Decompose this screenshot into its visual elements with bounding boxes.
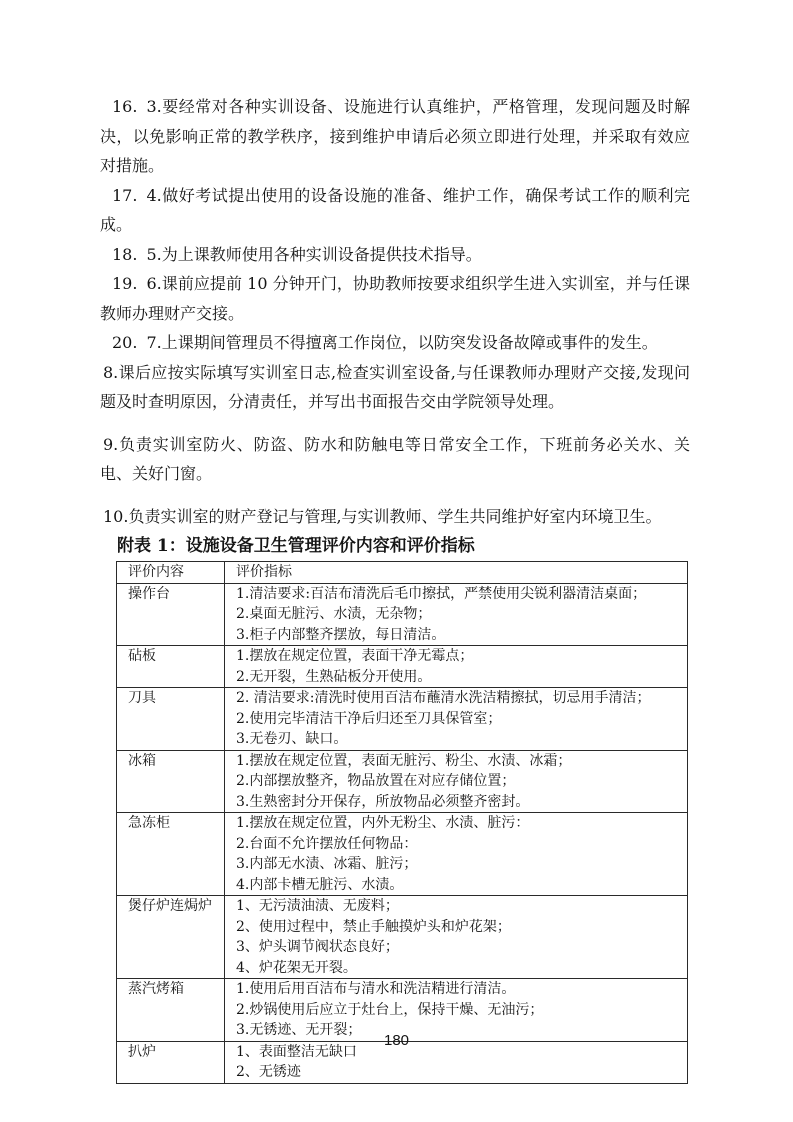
row-category-cell: 蒸汽烤箱 <box>117 979 225 1041</box>
indicator-line: 2.炒锅使用后应立于灶台上，保持干燥、无油污； <box>236 1001 544 1018</box>
indicator-line: 3.无锈迹、无开裂； <box>236 1022 362 1038</box>
paragraph-text: 10.负责实训室的财产登记与管理,与实训教师、学生共同维护好室内环境卫生。 <box>103 506 662 526</box>
paragraph <box>100 502 690 532</box>
indicator-line: 2.内部摆放整齐，物品放置在对应存储位置； <box>236 773 516 789</box>
indicator-line: 1.摆放在规定位置，表面无脏污、粉尘、水渍、冰霜； <box>236 752 572 769</box>
table-row <box>117 813 688 896</box>
table-row <box>117 896 688 979</box>
paragraph-text: 7.上课期间管理员不得擅离工作岗位，以防突发设备故障或事件的发生。 <box>146 333 658 352</box>
table-title: 附表 1：设施设备卫生管理评价内容和评价指标 <box>117 536 475 556</box>
row-category-cell: 刀具 <box>117 688 225 750</box>
row-indicator-cell <box>225 751 688 813</box>
indicator-line: 3.生熟密封分开保存，所放物品必须整齐密封。 <box>236 793 530 810</box>
paragraph <box>100 430 690 489</box>
table-row <box>117 646 688 688</box>
evaluation-table <box>116 561 688 1084</box>
paragraph-number: 16. <box>112 97 138 116</box>
indicator-line: 2、无锈迹 <box>236 1064 301 1080</box>
paragraph-text: 5.为上课教师使用各种实训设备提供技术指导。 <box>146 244 482 264</box>
indicator-line: 1.摆放在规定位置，表面干净无霉点； <box>236 648 474 664</box>
row-category-cell: 操作台 <box>117 584 225 646</box>
paragraph <box>100 269 690 328</box>
indicator-line: 1.摆放在规定位置，内外无粉尘、水渍、脏污： <box>236 815 530 831</box>
indicator-line: 2.使用完毕清洁干净后归还至刀具保管室； <box>236 710 502 727</box>
table-row <box>117 751 688 814</box>
paragraph-text: 6.课前应提前 10 分钟开门，协助教师按要求组织学生进入实训室，并与任课教师办理财产交接。 <box>100 274 690 323</box>
paragraph-text: 3.要经常对各种实训设备、设施进行认真维护，严格管理，发现问题及时解决，以免影响正常的教学秩序，接到维护申请后必须立即进行处理，并采取有效应对措施。 <box>100 97 690 175</box>
indicator-line: 3.内部无水渍、冰霜、脏污； <box>236 856 418 872</box>
row-category-cell: 急冻柜 <box>117 813 225 895</box>
paragraph <box>100 328 690 358</box>
indicator-line: 1、表面整洁无缺口 <box>236 1043 357 1060</box>
row-indicator-cell <box>225 896 688 978</box>
indicator-line: 2. 清洁要求:清洗时使用百洁布蘸清水洗洁精擦拭，切忌用手清洁； <box>236 690 651 706</box>
row-category-cell: 冰箱 <box>117 751 225 813</box>
indicator-line: 1.清洁要求:百洁布清洗后毛巾擦拭，严禁使用尖锐利器清洁桌面； <box>236 585 647 602</box>
table-header-row <box>117 562 688 584</box>
page-number: 180 <box>383 1032 410 1049</box>
row-indicator-cell <box>225 688 688 750</box>
table-body <box>117 584 688 1084</box>
document-body <box>100 92 690 1084</box>
indicator-line: 2.桌面无脏污、水渍，无杂物； <box>236 606 432 622</box>
indicator-line: 3.柜子内部整齐摆放，每日清洁。 <box>236 626 446 643</box>
paragraph <box>100 358 690 417</box>
paragraph-text: 4.做好考试提出使用的设备设施的准备、维护工作，确保考试工作的顺利完成。 <box>100 185 690 234</box>
header-cell-indicator: 评价指标 <box>225 562 688 583</box>
row-indicator-cell <box>225 646 688 687</box>
paragraph-text: 9.负责实训室防火、防盗、防水和防触电等日常安全工作，下班前务必关水、关电、关好门窗。 <box>100 434 690 483</box>
indicator-line: 2.无开裂，生熟砧板分开使用。 <box>236 668 432 685</box>
indicator-line: 1.使用后用百洁布与清水和洗洁精进行清洁。 <box>236 981 516 997</box>
paragraph-number: 20. <box>112 333 138 352</box>
indicator-line: 3.无卷刃、缺口。 <box>236 731 348 747</box>
paragraph-number: 19. <box>112 274 138 293</box>
paragraph <box>100 181 690 240</box>
row-indicator-cell <box>225 813 688 895</box>
table-row <box>117 688 688 751</box>
row-category-cell: 煲仔炉连焗炉 <box>117 896 225 978</box>
paragraph <box>100 240 690 270</box>
indicator-line: 1、无污渍油渍、无废料； <box>236 898 399 914</box>
indicator-line: 2、使用过程中，禁止手触摸炉头和炉花架； <box>236 918 511 935</box>
paragraph-text: 8.课后应按实际填写实训室日志,检查实训室设备,与任课教师办理财产交接,发现问题及时查明原因，分清责任，并写出书面报告交由学院领导处理。 <box>100 362 690 411</box>
indicator-line: 2.台面不允许摆放任何物品： <box>236 835 418 852</box>
paragraph <box>100 92 690 181</box>
paragraph-number: 17. <box>112 185 138 205</box>
paragraph-number: 18. <box>112 244 138 264</box>
indicator-line: 4.内部卡槽无脏污、水渍。 <box>236 876 404 893</box>
header-cell-content: 评价内容 <box>117 562 225 583</box>
indicator-line: 4、炉花架无开裂。 <box>236 959 357 976</box>
indicator-line: 3、炉头调节阀状态良好； <box>236 939 399 955</box>
body-paragraphs <box>100 92 690 531</box>
row-indicator-cell <box>225 584 688 646</box>
table-row <box>117 584 688 647</box>
row-category-cell: 扒炉 <box>117 1042 225 1083</box>
row-category-cell: 砧板 <box>117 646 225 687</box>
